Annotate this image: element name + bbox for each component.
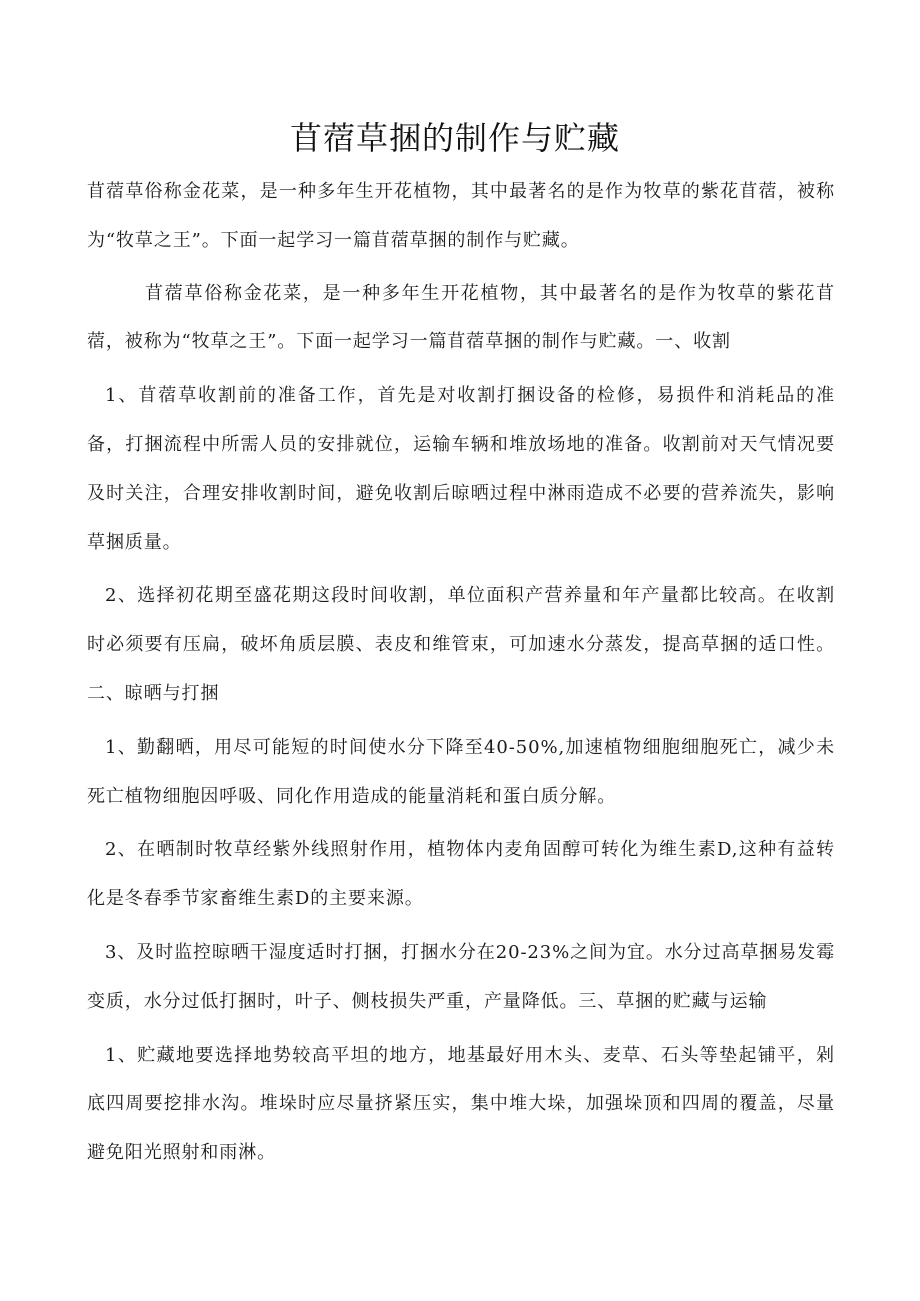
drying-item-2: 2、在晒制时牧草经紫外线照射作用，植物体内麦角固醇可转化为维生素D,这种有益转化是冬春季节家畜维生素D的主要来源。 [87,839,835,910]
overview-paragraph: 苜蓿草俗称金花菜，是一种多年生开花植物，其中最著名的是作为牧草的紫花苜蓿，被称为“牧草之王”。下面一起学习一篇苜蓿草捆的制作与贮藏。一、收割 [87,282,835,353]
harvest-item-1: 1、苜蓿草收割前的准备工作，首先是对收割打捆设备的检修，易损件和消耗品的准备，打捆流程中所需人员的安排就位，运输车辆和堆放场地的准备。收割前对天气情况要及时关注，合理安排收割时间，避免收割后晾晒过程中淋雨造成不必要的营养流失，影响草捆质量。 [87,385,835,553]
document-title: 苜蓿草捆的制作与贮藏 [289,119,620,157]
storage-item-1: 1、贮藏地要选择地势较高平坦的地方，地基最好用木头、麦草、石头等垫起铺平，剁底四周要挖排水沟。堆垛时应尽量挤紧压实，集中堆大垛，加强垛顶和四周的覆盖，尽量避免阳光照射和雨淋。 [87,1044,835,1164]
drying-item-1: 1、勤翻晒，用尽可能短的时间使水分下降至40-50%,加速植物细胞细胞死亡，减少未死亡植物细胞因呼吸、同化作用造成的能量消耗和蛋白质分解。 [87,736,835,807]
document-body [87,168,835,1178]
drying-item-3: 3、及时监控晾晒干湿度适时打捆，打捆水分在20-23%之间为宜。水分过高草捆易发霉变质，水分过低打捆时，叶子、侧枝损失严重，产量降低。三、草捆的贮藏与运输 [87,941,835,1012]
harvest-item-2: 2、选择初花期至盛花期这段时间收割，单位面积产营养量和年产量都比较高。在收割时必须要有压扁，破坏角质层膜、表皮和维管束，可加速水分蒸发，提高草捆的适口性。二、晾晒与打捆 [87,585,835,704]
intro-paragraph: 苜蓿草俗称金花菜，是一种多年生开花植物，其中最著名的是作为牧草的紫花苜蓿，被称为“牧草之王”。下面一起学习一篇苜蓿草捆的制作与贮藏。 [87,181,835,251]
